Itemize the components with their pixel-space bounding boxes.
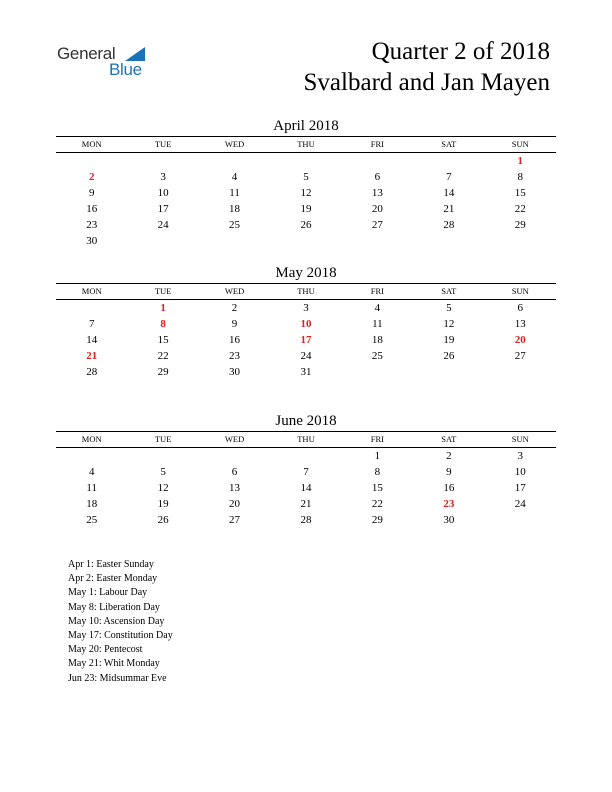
day-cell (56, 153, 127, 169)
day-cell: 12 (300, 187, 312, 199)
weekday-label: SUN (511, 139, 529, 149)
holiday-item: Apr 2: Easter Monday (68, 573, 158, 585)
day-cell: 10 (157, 187, 169, 199)
day-cell: 9 (231, 318, 238, 330)
day-cell: 13 (229, 482, 241, 494)
weekday-header (56, 431, 556, 448)
day-cell: 5 (446, 302, 452, 314)
day-cell (199, 233, 270, 249)
month-title: May 2018 (275, 265, 337, 281)
week-row (56, 169, 556, 185)
day-cell: 11 (372, 318, 383, 330)
day-cell: 18 (229, 203, 241, 215)
weekday-label: THU (297, 434, 315, 444)
day-cell: 26 (157, 514, 169, 526)
month-calendar (56, 411, 556, 528)
day-cell: 28 (300, 514, 312, 526)
day-cell: 13 (371, 187, 383, 199)
day-cell (342, 364, 413, 380)
day-cell: 19 (443, 334, 455, 346)
day-cell: 5 (303, 171, 309, 183)
day-cell: 15 (157, 334, 169, 346)
day-cell (56, 300, 127, 316)
day-cell: 18 (86, 498, 98, 510)
day-cell (199, 153, 270, 169)
holiday-item: May 20: Pentecost (68, 644, 143, 656)
day-cell: 11 (229, 187, 240, 199)
day-cell: 15 (371, 482, 383, 494)
day-cell: 7 (88, 318, 95, 330)
day-cell: 4 (88, 466, 95, 478)
week-row (56, 153, 556, 169)
day-cell (413, 364, 484, 380)
day-cell: 21 (443, 203, 455, 215)
week-row (56, 364, 556, 380)
day-cell: 25 (86, 514, 98, 526)
day-cell: 12 (157, 482, 169, 494)
weekday-label: FRI (370, 139, 385, 149)
weekday-header (56, 283, 556, 300)
day-cell: 1 (160, 302, 166, 314)
week-row (56, 512, 556, 528)
day-cell (127, 153, 198, 169)
day-cell (413, 233, 484, 249)
day-cell (485, 233, 556, 249)
day-cell: 20 (371, 203, 383, 215)
week-row (56, 300, 556, 316)
day-cell (485, 512, 556, 528)
day-cell: 13 (514, 318, 526, 330)
week-row (56, 348, 556, 364)
day-cell: 14 (300, 482, 312, 494)
weekday-label: SUN (511, 434, 529, 444)
weekday-label: WED (224, 139, 245, 149)
day-cell: 26 (443, 350, 455, 362)
day-cell: 29 (157, 366, 169, 378)
day-cell: 6 (517, 302, 523, 314)
week-row (56, 480, 556, 496)
page-title (304, 36, 550, 98)
day-cell: 4 (231, 171, 238, 183)
day-cell: 14 (443, 187, 455, 199)
day-cell: 17 (157, 203, 169, 215)
day-cell: 22 (514, 203, 526, 215)
day-cell: 28 (86, 366, 98, 378)
day-cell: 8 (374, 466, 381, 478)
weekday-label: SUN (511, 286, 529, 296)
day-cell: 3 (517, 450, 523, 462)
weekday-label: WED (224, 434, 245, 444)
weekday-label: THU (297, 139, 315, 149)
day-cell: 16 (229, 334, 241, 346)
day-cell: 9 (88, 187, 95, 199)
month-title: June 2018 (275, 413, 337, 429)
day-cell: 28 (443, 219, 455, 231)
week-row (56, 332, 556, 348)
day-cell (199, 448, 270, 464)
day-cell: 14 (86, 334, 98, 346)
day-cell: 12 (443, 318, 455, 330)
weekday-label: SAT (441, 139, 457, 149)
week-row (56, 233, 556, 249)
day-cell: 7 (303, 466, 309, 478)
day-cell: 7 (446, 171, 452, 183)
day-cell: 31 (300, 366, 312, 378)
holiday-item: Apr 1: Easter Sunday (68, 559, 154, 570)
day-cell (127, 448, 198, 464)
logo-blue-text: Blue (109, 60, 142, 79)
day-cell: 1 (517, 155, 523, 167)
day-cell: 6 (231, 466, 238, 478)
day-cell: 21 (86, 350, 98, 362)
day-cell: 2 (88, 171, 95, 183)
day-cell: 24 (157, 219, 169, 231)
month-calendar (56, 263, 556, 380)
day-cell: 21 (300, 498, 312, 510)
logo-general-text: General (57, 44, 116, 63)
holiday-list (68, 558, 173, 686)
day-cell: 24 (300, 350, 312, 362)
day-cell: 17 (300, 334, 312, 346)
day-cell: 27 (514, 350, 526, 362)
day-cell (270, 153, 341, 169)
day-cell: 30 (229, 366, 241, 378)
weekday-label: FRI (370, 434, 385, 444)
day-cell (413, 153, 484, 169)
weekday-label: TUE (154, 286, 172, 296)
holiday-item: May 21: Whit Monday (68, 658, 160, 670)
week-row (56, 217, 556, 233)
day-cell: 3 (160, 171, 166, 183)
month-title: April 2018 (273, 118, 339, 134)
weekday-label: MON (81, 434, 102, 444)
day-cell: 16 (443, 482, 455, 494)
day-cell: 20 (514, 334, 526, 346)
day-cell (485, 364, 556, 380)
day-cell: 11 (86, 482, 97, 494)
holiday-item: May 17: Constitution Day (68, 630, 173, 642)
weekday-label: TUE (154, 139, 172, 149)
weekday-label: SAT (441, 286, 457, 296)
week-row (56, 201, 556, 217)
day-cell: 25 (229, 219, 241, 231)
day-cell: 23 (229, 350, 241, 362)
weekday-label: MON (81, 286, 102, 296)
weekday-label: WED (224, 286, 245, 296)
day-cell: 24 (514, 498, 526, 510)
day-cell (342, 233, 413, 249)
day-cell: 22 (371, 498, 383, 510)
day-cell: 10 (300, 318, 312, 330)
week-row (56, 316, 556, 332)
week-row (56, 448, 556, 464)
weekday-label: THU (297, 286, 315, 296)
day-cell: 6 (374, 171, 381, 183)
day-cell: 19 (300, 203, 312, 215)
day-cell: 23 (443, 498, 455, 510)
day-cell: 29 (514, 219, 526, 231)
weekday-label: SAT (441, 434, 457, 444)
day-cell: 3 (303, 302, 309, 314)
day-cell: 23 (86, 219, 98, 231)
day-cell (342, 153, 413, 169)
day-cell: 27 (371, 219, 383, 231)
day-cell (56, 448, 127, 464)
month-calendar (56, 116, 556, 249)
day-cell (270, 448, 341, 464)
day-cell (270, 233, 341, 249)
day-cell: 25 (371, 350, 383, 362)
day-cell: 8 (160, 318, 166, 330)
holiday-item: May 1: Labour Day (68, 587, 148, 599)
week-row (56, 496, 556, 512)
day-cell: 8 (517, 171, 523, 183)
day-cell: 30 (86, 235, 98, 247)
day-cell: 17 (514, 482, 526, 494)
day-cell: 29 (371, 514, 383, 526)
day-cell: 2 (446, 450, 452, 462)
day-cell: 27 (229, 514, 241, 526)
holiday-item: Jun 23: Midsummar Eve (68, 672, 167, 684)
day-cell: 2 (231, 302, 238, 314)
brand-logo (57, 44, 157, 84)
day-cell: 10 (514, 466, 526, 478)
day-cell: 16 (86, 203, 98, 215)
title-quarter: Quarter 2 of 2018 (371, 38, 550, 65)
title-region: Svalbard and Jan Mayen (303, 69, 550, 96)
day-cell: 22 (157, 350, 169, 362)
holiday-item: May 10: Ascension Day (68, 615, 165, 627)
day-cell: 20 (229, 498, 241, 510)
logo-triangle-icon (125, 47, 145, 61)
day-cell: 1 (374, 450, 381, 462)
day-cell: 18 (371, 334, 383, 346)
holiday-item: May 8: Liberation Day (68, 601, 160, 613)
week-row (56, 185, 556, 201)
day-cell: 4 (374, 302, 381, 314)
weekday-header (56, 136, 556, 153)
day-cell (127, 233, 198, 249)
day-cell: 30 (443, 514, 455, 526)
day-cell: 15 (514, 187, 526, 199)
day-cell: 5 (160, 466, 166, 478)
weekday-label: TUE (154, 434, 172, 444)
weekday-label: FRI (370, 286, 385, 296)
week-row (56, 464, 556, 480)
weekday-label: MON (81, 139, 102, 149)
day-cell: 9 (446, 466, 452, 478)
day-cell: 19 (157, 498, 169, 510)
day-cell: 26 (300, 219, 312, 231)
